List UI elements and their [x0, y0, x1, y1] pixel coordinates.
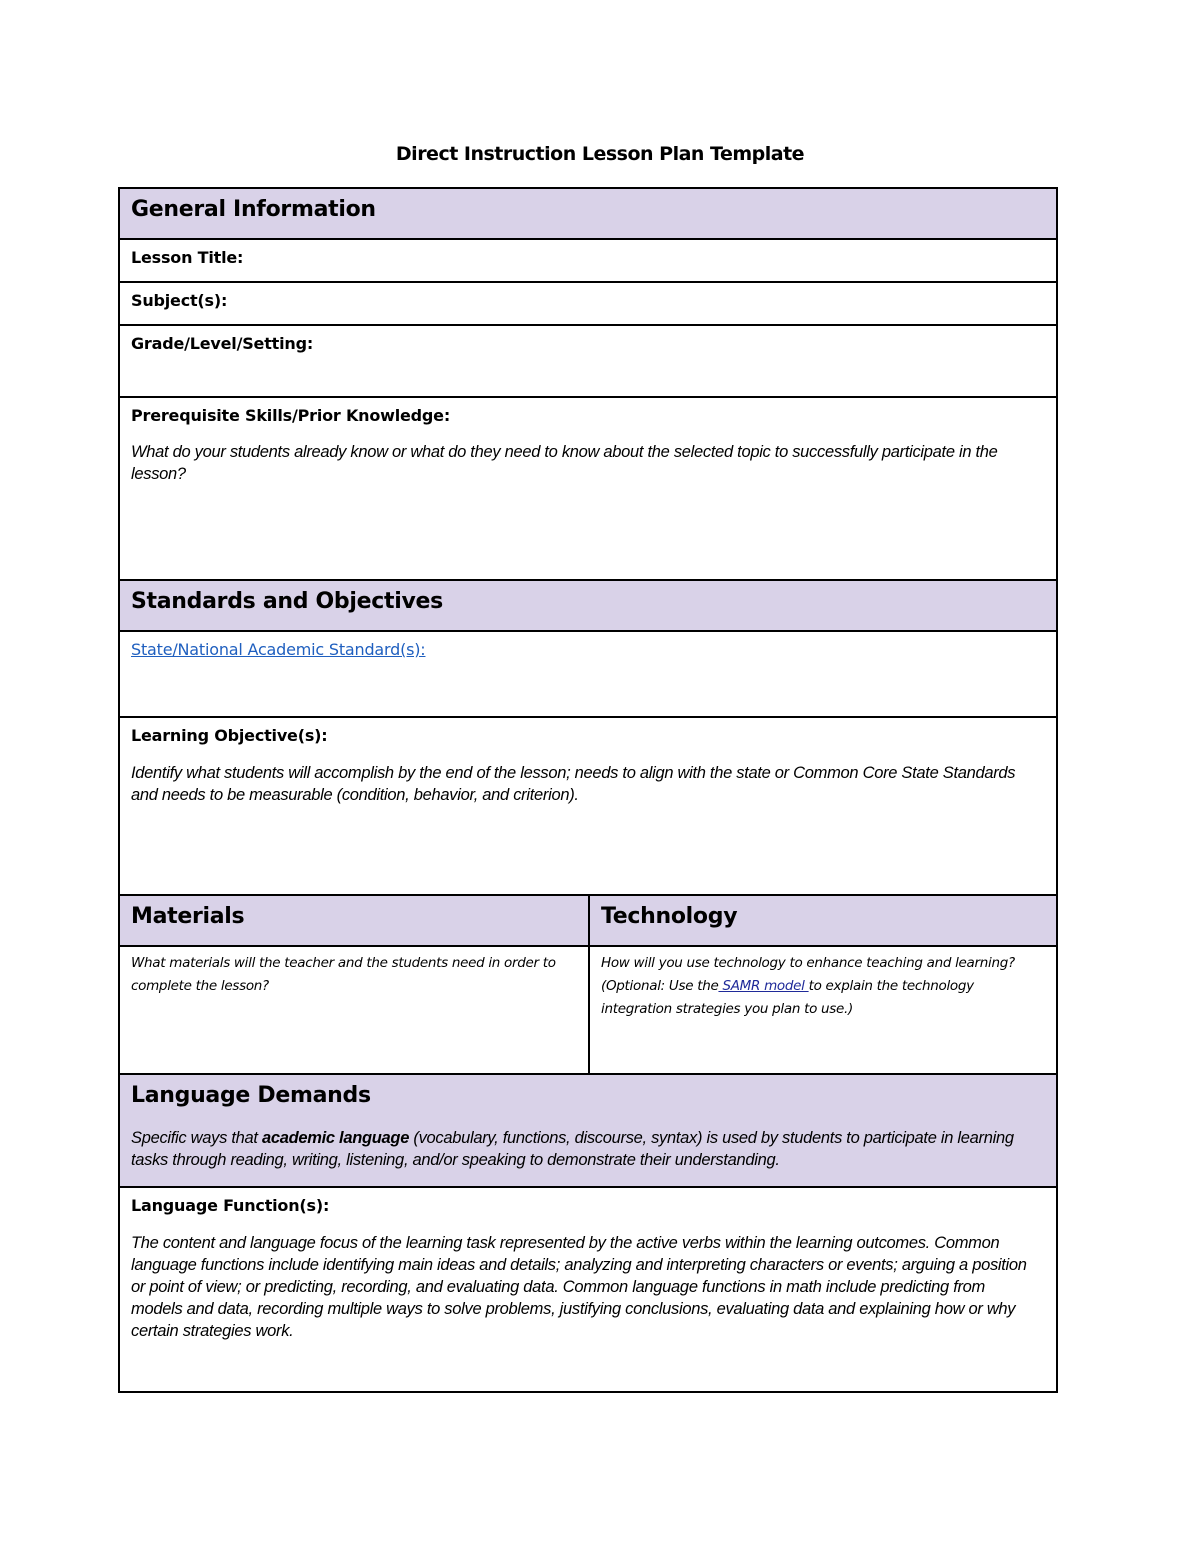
standards-objectives-heading: Standards and Objectives	[131, 589, 443, 614]
prerequisite-skills-row[interactable]	[120, 398, 1056, 581]
language-functions-label: Language Function(s):	[131, 1196, 330, 1215]
language-intro-after: (vocabulary, functions, discourse, syntax) is used by students to participate in learning tasks through reading, writing, listening, and/or speaking to demonstrate their understanding.	[131, 1129, 1014, 1169]
lesson-title-row[interactable]	[120, 240, 1056, 283]
academic-language-term: academic language	[261, 1129, 410, 1147]
materials-technology-body	[120, 947, 1056, 1075]
technology-heading: Technology	[601, 904, 738, 929]
academic-standards-label-wrap	[131, 640, 425, 659]
standards-objectives-header	[120, 581, 1056, 632]
general-information-heading: General Information	[131, 197, 376, 222]
document-title: Direct Instruction Lesson Plan Template	[395, 143, 805, 165]
language-functions-hint: The content and language focus of the learning task represented by the active verbs within the learning outcomes. Common language functions include identifying main ideas and details; analyzing and interpreting characters or events; arguing a position or point of view; or predicting, recording, and evaluating data. Common language functions in math include predicting from models and data, recording multiple ways to solve problems, justifying conclusions, evaluating data and explaining how or why certain strategies work.	[131, 1234, 1027, 1340]
materials-hint: What materials will the teacher and the students need in order to complete the lesson?	[131, 955, 556, 994]
technology-hint-after: to explain the technology integration strategies you plan to use.)	[601, 978, 974, 1017]
language-demands-header	[120, 1075, 1056, 1188]
lesson-title-label: Lesson Title:	[131, 248, 244, 267]
materials-heading: Materials	[131, 904, 245, 929]
lesson-plan-table	[118, 187, 1058, 1393]
materials-header-cell	[120, 896, 588, 945]
samr-model-link[interactable]: SAMR model	[718, 978, 809, 994]
general-information-header	[120, 189, 1056, 240]
learning-objectives-label: Learning Objective(s):	[131, 726, 328, 745]
technology-cell[interactable]	[590, 947, 1056, 1073]
technology-hint	[601, 952, 1026, 1021]
language-demands-intro	[131, 1127, 1036, 1171]
subjects-label: Subject(s):	[131, 291, 228, 310]
language-demands-heading: Language Demands	[131, 1083, 371, 1108]
subjects-row[interactable]	[120, 283, 1056, 326]
materials-technology-header	[120, 896, 1056, 947]
prerequisite-skills-hint: What do your students already know or what do they need to know about the selected topic to successfully participate in the lesson?	[131, 443, 998, 483]
prerequisite-skills-label: Prerequisite Skills/Prior Knowledge:	[131, 406, 451, 425]
academic-standards-link[interactable]: State/National Academic Standard(s):	[131, 640, 426, 659]
materials-cell[interactable]	[120, 947, 588, 1073]
learning-objectives-hint: Identify what students will accomplish by the end of the lesson; needs to align with the state or Common Core State Standards and needs to be measurable (condition, behavior, and criterion).	[131, 764, 1016, 804]
grade-level-setting-label: Grade/Level/Setting:	[131, 334, 314, 353]
language-functions-row[interactable]	[120, 1188, 1056, 1391]
learning-objectives-row[interactable]	[120, 718, 1056, 896]
academic-standards-row[interactable]	[120, 632, 1056, 718]
language-intro-before: Specific ways that	[131, 1129, 262, 1147]
technology-hint-before: How will you use technology to enhance teaching and learning? (Optional: Use the	[601, 955, 1015, 994]
grade-level-setting-row[interactable]	[120, 326, 1056, 398]
technology-header-cell	[590, 896, 1056, 945]
